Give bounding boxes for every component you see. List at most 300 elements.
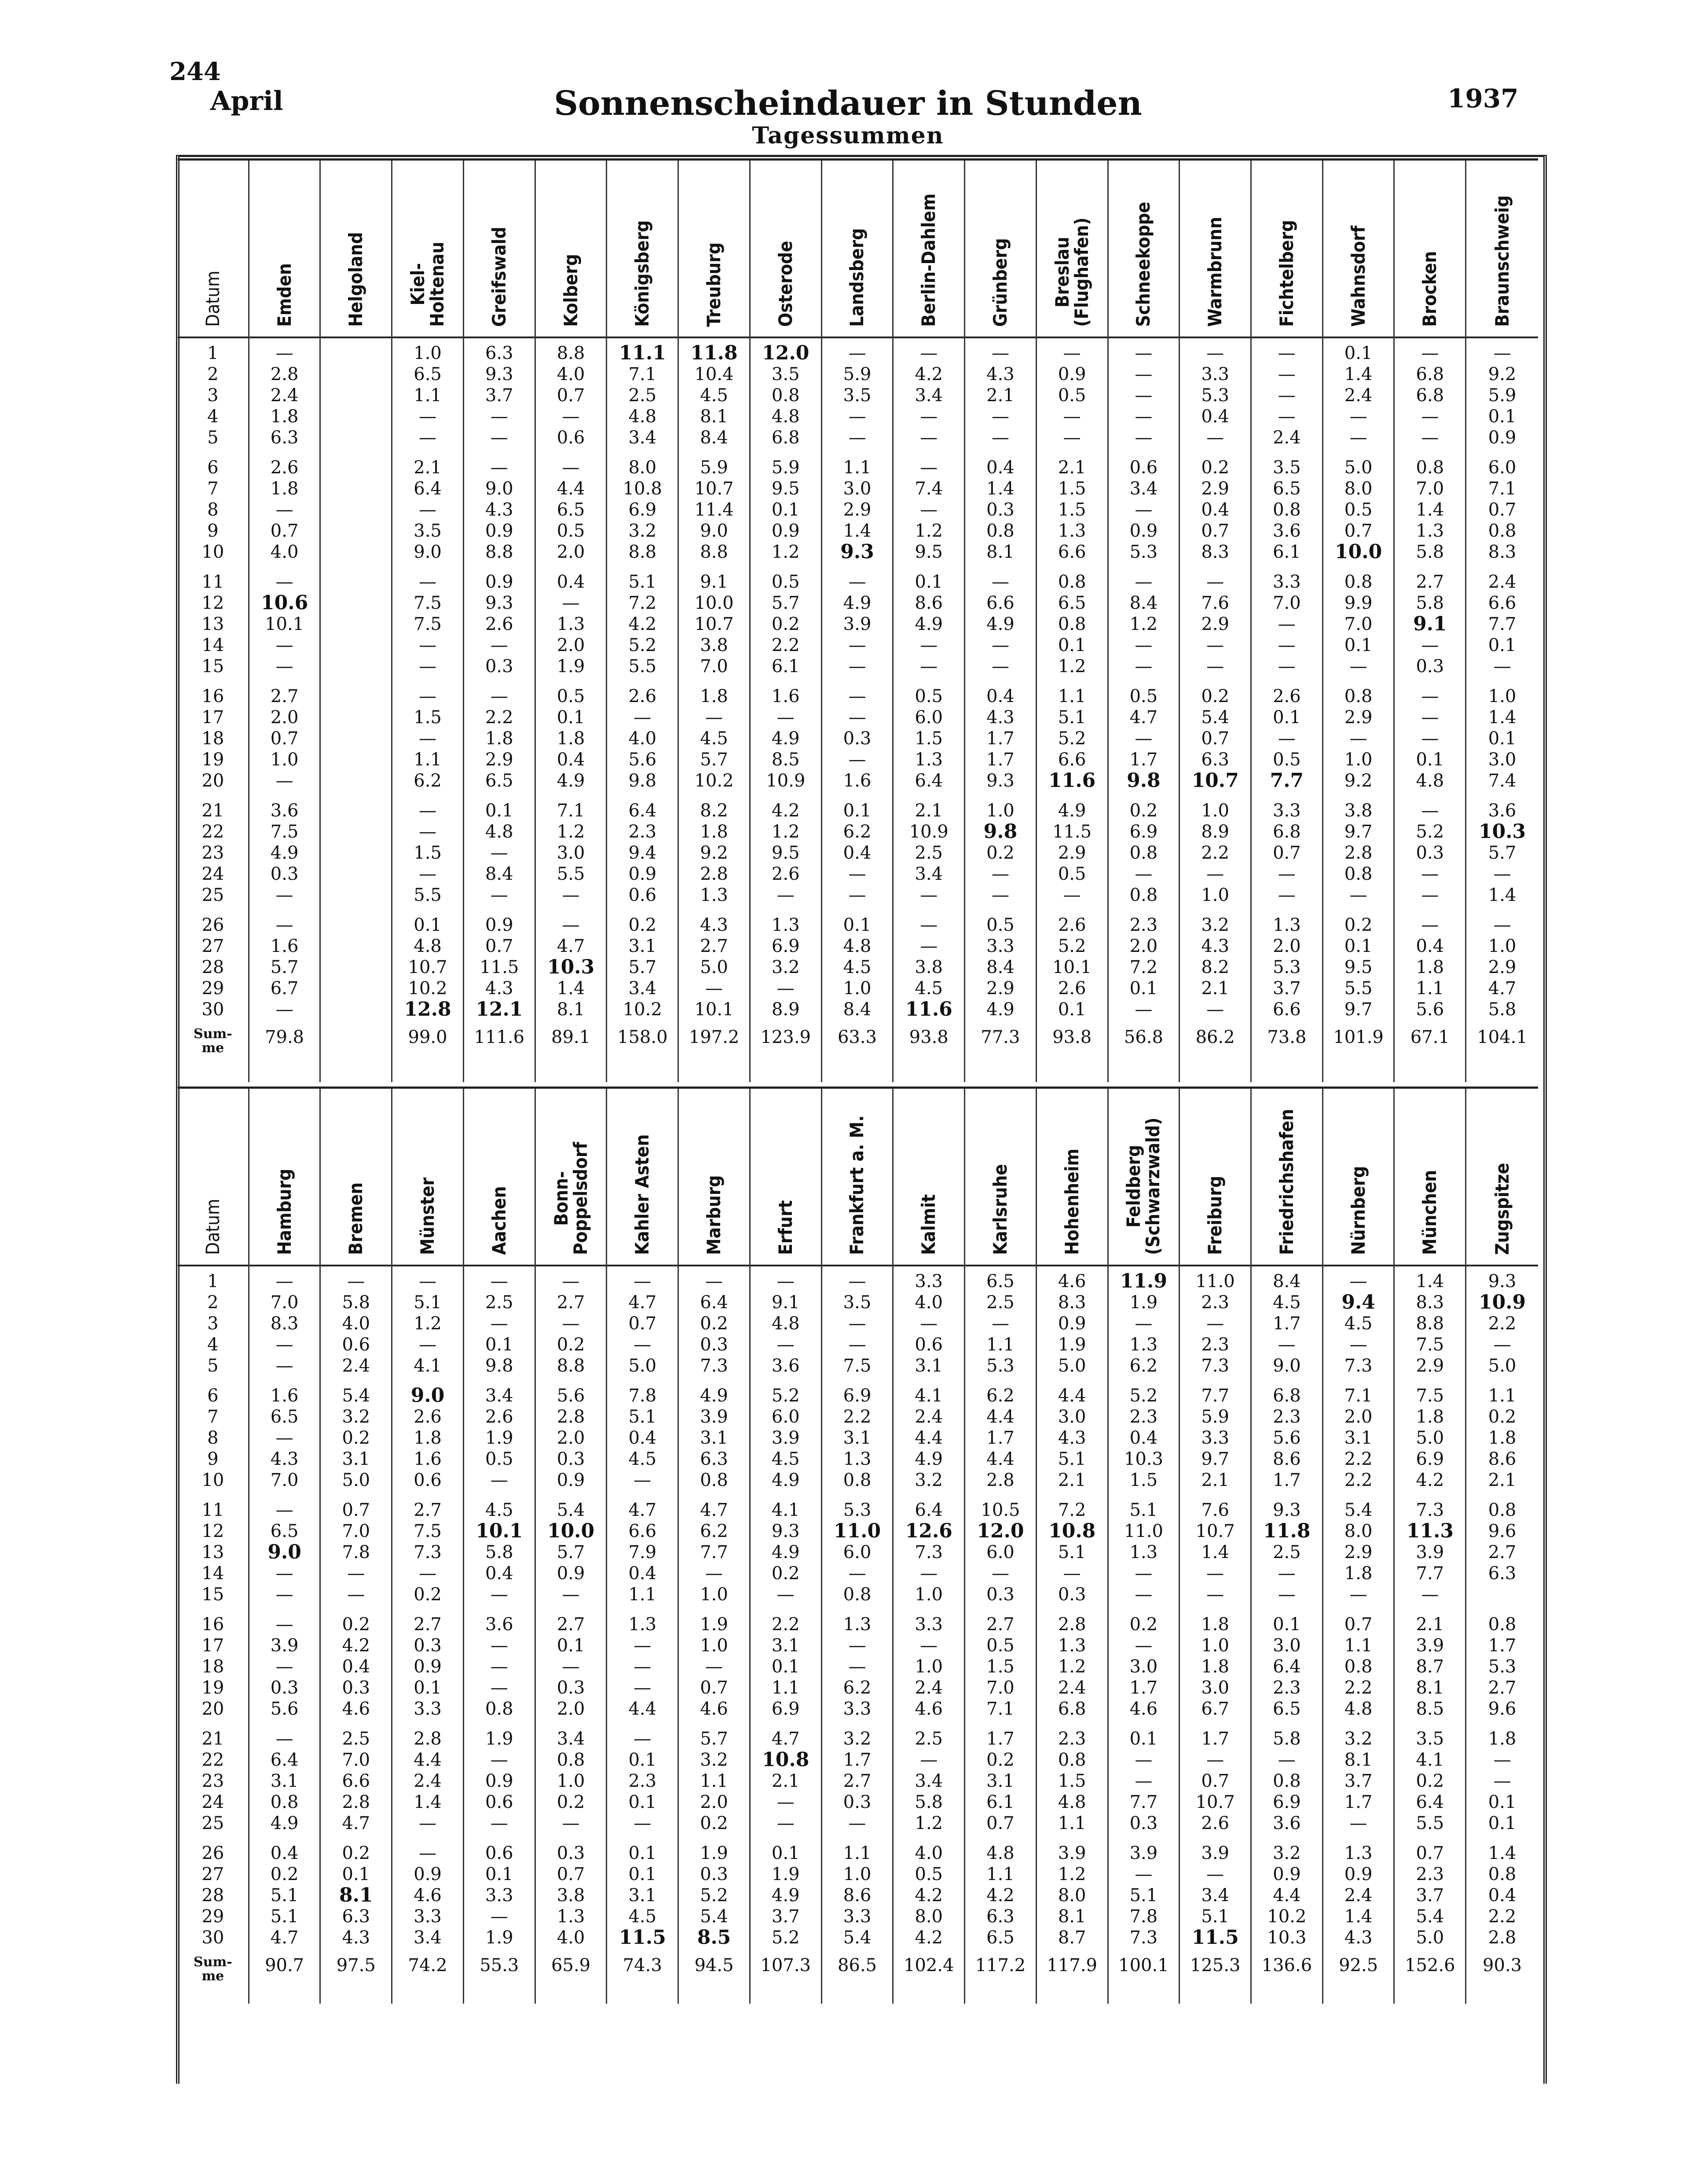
sunshine-value: 5.4 [557,1500,585,1520]
sunshine-value: 2.3 [1201,1292,1229,1313]
sunshine-value: 0.1 [485,1335,513,1355]
sunshine-value: 3.2 [628,521,657,541]
day-number: 7 [207,1407,219,1427]
sunshine-value: 1.4 [843,521,872,541]
sunshine-value: 6.5 [1273,1699,1301,1719]
sunshine-value: 2.0 [557,1699,585,1719]
sunshine-value: 1.1 [1416,978,1444,999]
sunshine-value: — [1349,1584,1367,1605]
sunshine-value: 4.9 [270,1813,299,1833]
sunshine-value: 9.6 [1488,1699,1517,1719]
sunshine-value: 1.7 [1129,1678,1158,1698]
sunshine-value: 0.4 [557,750,585,770]
sunshine-value: — [777,1271,795,1291]
sunshine-value: 2.4 [915,1678,943,1698]
sunshine-value: 4.5 [1273,1292,1301,1313]
station-header [321,161,391,338]
sunshine-value: — [1135,728,1153,749]
sunshine-value: 6.3 [485,343,513,363]
sunshine-value: 10.3 [1124,1449,1163,1469]
sunshine-value: 0.1 [1488,1813,1517,1833]
sunshine-value: 5.7 [771,593,800,613]
sunshine-value: — [1135,635,1153,655]
sunshine-value: — [991,1313,1009,1334]
station-header [1037,161,1107,338]
station-header [1323,161,1394,338]
sunshine-value: 5.3 [1273,957,1301,977]
sunshine-value: 0.8 [771,385,800,406]
sunshine-value: 1.3 [1129,1542,1158,1562]
station-header [249,1089,320,1266]
sunshine-value: 3.1 [843,1428,872,1448]
sunshine-value: 6.8 [1273,1386,1301,1406]
sunshine-value: 1.3 [557,1906,585,1927]
sunshine-value: 10.2 [1267,1906,1307,1927]
sunshine-value: 3.5 [1273,457,1301,478]
sunshine-value: 10.2 [408,978,447,999]
sunshine-value: 2.6 [414,1407,442,1427]
station-name: Freiburg [1204,1176,1226,1255]
sunshine-value: 1.1 [1058,1813,1086,1833]
sunshine-value: 11.9 [1120,1270,1167,1292]
top-table [178,158,1538,1082]
sunshine-value [321,364,391,385]
sunshine-value: 0.1 [1273,1614,1301,1635]
sunshine-value: 9.3 [485,364,513,384]
sunshine-value: — [275,1729,293,1749]
sunshine-value: 0.8 [1344,1657,1373,1677]
sunshine-value: 0.3 [1416,656,1444,677]
sunshine-value: — [1278,385,1296,406]
monthly-sum: 56.8 [1124,1027,1163,1047]
monthly-sum: 79.8 [265,1027,304,1047]
sunshine-value: 8.1 [700,406,728,427]
sunshine-value: — [1421,428,1439,448]
sunshine-value: 2.6 [1058,915,1086,935]
sunshine-value: 6.6 [342,1771,370,1791]
sunshine-value: 9.7 [1344,822,1373,842]
sunshine-value: — [848,686,866,706]
station-header [1323,1089,1394,1266]
day-number: 5 [207,1356,219,1376]
day-number: 19 [201,750,224,770]
station-header [607,161,678,338]
sunshine-value: 2.9 [1058,843,1086,863]
station-column [1395,1089,1466,2004]
station-name: Feldberg (Schwarzwald) [1123,1117,1164,1255]
sunshine-value: 4.5 [700,728,728,749]
sunshine-value: — [347,1563,365,1584]
station-column [392,161,464,1082]
sunshine-value: 0.2 [986,1750,1015,1770]
sunshine-value: 1.1 [628,1584,657,1605]
day-number: 25 [201,1813,224,1833]
sunshine-value: 10.8 [1048,1520,1096,1542]
day-number: 13 [201,1542,224,1562]
sunshine-value: 0.2 [700,1313,728,1334]
sunshine-value: — [634,1470,652,1490]
sunshine-value: 2.8 [700,864,728,884]
sunshine-value: 0.2 [1201,686,1229,706]
sunshine-value: 1.2 [557,822,585,842]
sunshine-value: 8.5 [771,750,800,770]
sunshine-value: 2.5 [342,1729,370,1749]
sunshine-value: — [1421,406,1439,427]
sunshine-value: — [562,1813,580,1833]
sunshine-value: 1.3 [843,1449,872,1469]
sunshine-value: 2.2 [1344,1470,1373,1490]
sunshine-value: 2.8 [270,364,299,384]
sunshine-value: 3.6 [485,1614,513,1635]
station-name: Greifswald [488,227,510,327]
station-column [822,1089,894,2004]
sunshine-value: 11.0 [833,1520,881,1542]
sunshine-value: 4.4 [628,1699,657,1719]
sunshine-value: 2.0 [1129,936,1158,956]
sunshine-value: 1.7 [1344,1792,1373,1812]
sunshine-value: 1.0 [915,1584,943,1605]
sunshine-value: 8.3 [1058,1292,1086,1313]
sunshine-value: 2.6 [1201,1813,1229,1833]
sunshine-value: 4.7 [342,1813,370,1833]
sunshine-value: 7.0 [1273,593,1301,613]
sunshine-value: — [490,1584,508,1605]
sunshine-value: 2.2 [1344,1678,1373,1698]
sunshine-value: 2.1 [1488,1470,1517,1490]
sunshine-value: 6.5 [1058,593,1086,613]
day-number: 30 [201,999,224,1020]
sunshine-value: 2.7 [557,1614,585,1635]
sunshine-value: 6.4 [1273,1657,1301,1677]
day-number: 4 [207,406,219,427]
sunshine-value: 4.5 [771,1449,800,1469]
sunshine-value: 3.0 [843,479,872,499]
sunshine-value: — [490,1678,508,1698]
sunshine-value: — [991,406,1009,427]
sunshine-value: 3.7 [771,1906,800,1927]
sunshine-value: — [275,885,293,905]
sunshine-value: 0.1 [1488,728,1517,749]
sunshine-value: 3.7 [1416,1885,1444,1906]
station-column [1109,1089,1180,2004]
sunshine-value: 1.8 [700,822,728,842]
sunshine-value: 3.1 [771,1635,800,1656]
sunshine-value: 6.4 [414,479,442,499]
sunshine-value: 0.1 [771,500,800,520]
sunshine-value [321,821,391,842]
datum-column [178,1089,249,2004]
monthly-sum: 86.5 [837,1955,877,1975]
sunshine-value: 5.1 [1129,1885,1158,1906]
sunshine-value: 7.1 [986,1699,1015,1719]
station-header [392,161,463,338]
sunshine-value: 1.9 [700,1843,728,1863]
sunshine-value: 11.6 [1048,769,1096,792]
sunshine-value: 4.8 [986,1843,1015,1863]
sunshine-value: 2.7 [1416,572,1444,592]
sunshine-value: 2.9 [1201,614,1229,634]
station-header [1395,161,1465,338]
sunshine-value: 5.1 [270,1885,299,1906]
sunshine-value: 4.5 [485,1500,513,1520]
sunshine-value: — [1278,728,1296,749]
sunshine-value: 7.7 [1270,769,1304,792]
sunshine-value: 8.4 [700,428,728,448]
sunshine-value: 8.6 [1488,1449,1517,1469]
sunshine-value [321,957,391,978]
sunshine-value: 4.9 [1058,801,1086,821]
sunshine-value: 9.2 [1344,771,1373,791]
sunshine-value: — [991,572,1009,592]
sunshine-value: 0.4 [485,1563,513,1584]
sunshine-value: 2.0 [557,542,585,562]
sunshine-value: 5.1 [628,1407,657,1427]
sunshine-value: 3.3 [986,936,1015,956]
sunshine-value: 4.1 [1416,1750,1444,1770]
sunshine-value: 3.6 [1273,521,1301,541]
sunshine-value: — [275,999,293,1020]
sunshine-value: — [419,656,437,677]
sunshine-value: 9.0 [267,1541,301,1563]
station-column [321,1089,392,2004]
sunshine-value: 3.1 [628,1885,657,1906]
sunshine-value: 1.1 [414,750,442,770]
sunshine-value: 1.1 [700,1771,728,1791]
sunshine-value: 4.2 [915,1928,943,1948]
sunshine-value: 1.3 [700,885,728,905]
sunshine-value: 2.3 [1129,1407,1158,1427]
sunshine-value: 6.9 [771,936,800,956]
sunshine-value: 3.9 [1058,1843,1086,1863]
sunshine-value: 4.0 [342,1313,370,1334]
sunshine-value: 7.3 [915,1542,943,1562]
sunshine-value: 3.6 [771,1356,800,1376]
sunshine-value: 0.1 [1344,635,1373,655]
sunshine-value: 7.1 [628,364,657,384]
sunshine-value: 2.8 [557,1407,585,1427]
station-column [1180,161,1252,1082]
sunshine-value: 7.5 [414,593,442,613]
sunshine-value: 8.8 [1416,1313,1444,1334]
sunshine-value: 0.1 [915,572,943,592]
sunshine-value: 2.0 [557,1428,585,1448]
sunshine-value [321,686,391,707]
sunshine-value: 2.9 [1344,707,1373,728]
sunshine-value: 10.0 [694,593,734,613]
sunshine-value: 1.8 [1488,1428,1517,1448]
sunshine-value: 7.0 [270,1292,299,1313]
sunshine-value: — [1421,343,1439,363]
day-number: 7 [207,479,219,499]
sunshine-value: 7.2 [628,593,657,613]
sunshine-value: 0.9 [557,1470,585,1490]
sunshine-value: 2.9 [843,500,872,520]
sunshine-value: 3.3 [843,1699,872,1719]
sunshine-value: 10.4 [694,364,734,384]
sunshine-value: 1.9 [700,1614,728,1635]
day-number: 23 [201,1771,224,1791]
sunshine-value: 3.0 [557,843,585,863]
station-column [679,1089,751,2004]
sunshine-value: 9.0 [414,542,442,562]
sunshine-value: — [848,406,866,427]
sunshine-value: 2.0 [1273,936,1301,956]
sunshine-value: 8.8 [628,542,657,562]
sunshine-value: 5.0 [628,1356,657,1376]
sunshine-value: 6.4 [270,1750,299,1770]
sunshine-value: 3.9 [700,1407,728,1427]
sunshine-value: 0.8 [1344,572,1373,592]
sunshine-value: 12.0 [977,1520,1024,1542]
sunshine-value: 0.9 [1273,1864,1301,1884]
sunshine-value: — [419,1813,437,1833]
sunshine-value: 1.4 [1488,1843,1517,1863]
sunshine-value: 1.0 [270,750,299,770]
day-number: 20 [201,771,224,791]
sunshine-value: 1.1 [986,1864,1015,1884]
sunshine-value: 5.2 [1416,822,1444,842]
sunshine-value: 7.7 [1416,1563,1444,1584]
sunshine-value: 5.7 [628,957,657,977]
station-header [965,1089,1036,1266]
sunshine-value: 8.0 [1344,1521,1373,1541]
sunshine-value: 4.4 [986,1449,1015,1469]
sunshine-value: 7.5 [843,1356,872,1376]
station-column [607,1089,679,2004]
sunshine-value: 6.5 [986,1271,1015,1291]
station-name: Osterode [774,241,796,327]
sunshine-value: 5.7 [700,750,728,770]
station-name: Marburg [703,1175,725,1255]
sunshine-value: — [275,1563,293,1584]
station-header [679,161,749,338]
sunshine-value: 4.6 [414,1885,442,1906]
day-number: 4 [207,1335,219,1355]
sunshine-value: 4.2 [915,1885,943,1906]
sunshine-value: — [275,1428,293,1448]
sunshine-value: 8.9 [771,999,800,1020]
sunshine-value: 11.8 [690,342,738,364]
sunshine-value: 4.8 [1344,1699,1373,1719]
sunshine-value: 0.4 [843,843,872,863]
summe-label: Sum- me [194,1954,232,1984]
station-header [1180,1089,1250,1266]
station-column [1037,1089,1109,2004]
sunshine-value: — [1349,885,1367,905]
sunshine-value: 0.1 [771,1843,800,1863]
sunshine-value: — [848,750,866,770]
sunshine-value: 4.3 [1058,1428,1086,1448]
station-name: Schneekoppe [1132,201,1154,327]
sunshine-value: 4.9 [270,843,299,863]
sunshine-value: 0.4 [1488,1885,1517,1906]
sunshine-value: 5.1 [1129,1500,1158,1520]
sunshine-value: 4.9 [771,728,800,749]
sunshine-value: 4.4 [915,1428,943,1448]
sunshine-value: 0.9 [414,1864,442,1884]
sunshine-value: 0.3 [270,1678,299,1698]
sunshine-value: 9.2 [1488,364,1517,384]
sunshine-value: 0.8 [485,1699,513,1719]
sunshine-value: 1.8 [270,479,299,499]
sunshine-value: 8.0 [915,1906,943,1927]
sunshine-value: 0.7 [270,728,299,749]
year-label: 1937 [1447,84,1519,113]
sunshine-value: 0.8 [843,1584,872,1605]
sunshine-value: 1.4 [414,1792,442,1812]
sunshine-value: 5.0 [1058,1356,1086,1376]
sunshine-value: — [1493,1335,1511,1355]
day-number: 9 [207,1449,219,1469]
sunshine-value: 1.0 [1344,750,1373,770]
sunshine-value: 0.9 [414,1657,442,1677]
sunshine-value: 2.9 [1488,957,1517,977]
sunshine-value: 8.8 [700,542,728,562]
day-number: 30 [201,1928,224,1948]
sunshine-value: 7.9 [628,1542,657,1562]
sunshine-value: 11.5 [480,957,519,977]
sunshine-value: 10.7 [1195,1792,1235,1812]
sunshine-value: 5.5 [1344,978,1373,999]
sunshine-value: — [562,1584,580,1605]
station-header [1466,161,1538,338]
station-header [965,161,1036,338]
sunshine-value: 3.8 [915,957,943,977]
sunshine-value: — [920,1563,938,1584]
sunshine-value: 6.0 [1488,457,1517,478]
sunshine-value: 4.7 [1129,707,1158,728]
sunshine-value: 2.7 [270,686,299,706]
sunshine-value: 0.8 [1488,1864,1517,1884]
sunshine-value: 3.7 [485,385,513,406]
sunshine-value: — [1278,1335,1296,1355]
sunshine-value: — [1421,885,1439,905]
sunshine-value: 5.2 [771,1928,800,1948]
station-column [249,161,321,1082]
sunshine-value: 2.2 [771,1614,800,1635]
sunshine-value: 5.3 [1129,542,1158,562]
sunshine-value: — [1421,728,1439,749]
sunshine-value: 11.8 [1263,1520,1311,1542]
sunshine-value: 2.8 [414,1729,442,1749]
sunshine-value: 1.5 [915,728,943,749]
sunshine-value: 10.1 [265,614,304,634]
sunshine-value: 1.2 [771,542,800,562]
monthly-sum: 101.9 [1333,1027,1384,1047]
sunshine-value: 2.4 [1344,1885,1373,1906]
page-subtitle: Tagessummen [752,122,944,149]
sunshine-value: 8.1 [557,999,585,1020]
day-number: 3 [207,1313,219,1334]
sunshine-value: 0.1 [1488,635,1517,655]
station-column [1323,161,1395,1082]
station-column [607,161,679,1082]
sunshine-value: 6.3 [1201,750,1229,770]
sunshine-value: 10.3 [1267,1928,1307,1948]
station-name: Breslau (Flughafen) [1051,217,1092,327]
sunshine-value: — [1206,999,1224,1020]
sunshine-value: 2.8 [342,1792,370,1812]
monthly-sum: 86.2 [1195,1027,1235,1047]
sunshine-value: 4.3 [1344,1928,1373,1948]
sunshine-value: 2.3 [628,1771,657,1791]
sunshine-value: 1.3 [1273,915,1301,935]
station-header [1109,161,1179,338]
sunshine-value: 3.3 [1273,801,1301,821]
sunshine-value: — [1349,406,1367,427]
sunshine-value: 1.9 [485,1729,513,1749]
sunshine-value: 8.4 [485,864,513,884]
